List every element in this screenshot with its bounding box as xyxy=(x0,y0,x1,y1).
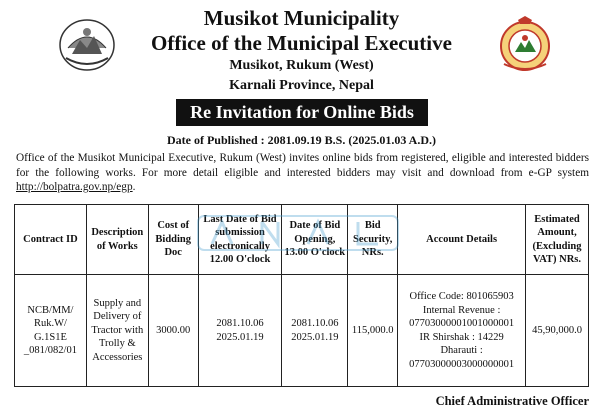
cell-line: G.1S1E xyxy=(33,331,67,343)
intro-text: Office of the Musikot Municipal Executive, Rukum (West) invites online bids from registered, eligible and interested bidders for the following works. For more detail eligible and interested bidders may visit and download from e-GP system xyxy=(16,152,589,179)
cell-line: NCB/MM/ xyxy=(27,304,74,316)
col-header-opening-date: Date of Bid Opening, 13.00 O'clock xyxy=(282,205,348,275)
table-row xyxy=(15,275,589,387)
cell-line: Trolly & xyxy=(98,338,136,350)
col-header-account: Account Details xyxy=(398,205,526,275)
cell-line: IR Shirshak : 14229 xyxy=(419,331,504,343)
cell-security: 115,000.0 xyxy=(348,275,398,387)
office-location: Musikot, Rukum (West) xyxy=(229,58,374,73)
col-header-last-date: Last Date of Bid submission electronically 12.00 O'clock xyxy=(198,205,282,275)
org-name: Musikot Municipality xyxy=(203,6,400,30)
cell-line: 07703000003000000001 xyxy=(409,358,515,370)
col-header-cost: Cost of Bidding Doc xyxy=(148,205,198,275)
cell-line: 2025.01.19 xyxy=(291,331,339,343)
col-header-estimated: Estimated Amount, (Excluding VAT) NRs. xyxy=(526,205,589,275)
cell-line: 2081.10.06 xyxy=(216,318,264,329)
publish-date: Date of Published : 2081.09.19 B.S. (2025.01.03 A.D.) xyxy=(166,133,436,147)
intro-paragraph xyxy=(16,151,589,195)
cell-line: Delivery of xyxy=(93,311,142,323)
cell-cost: 3000.00 xyxy=(148,275,198,387)
cell-line: 2081.10.06 xyxy=(291,318,339,329)
signature-title: Chief Administrative Officer xyxy=(435,394,589,408)
table-header-row xyxy=(15,205,589,275)
intro-suffix: . xyxy=(132,181,136,193)
office-name: Office of the Municipal Executive xyxy=(151,31,452,55)
egp-link[interactable]: http://bolpatra.gov.np/egp xyxy=(16,181,133,193)
cell-description xyxy=(86,275,148,387)
cell-line: Accessories xyxy=(92,351,143,363)
office-province: Karnali Province, Nepal xyxy=(229,78,374,93)
cell-line: Ruk.W/ xyxy=(33,318,67,329)
cell-line: 2025.01.19 xyxy=(216,331,264,343)
bids-table xyxy=(14,204,589,387)
cell-last-date xyxy=(198,275,282,387)
notice-header xyxy=(0,0,603,150)
cell-line: 07703000001001000001 xyxy=(409,318,515,329)
cell-line: Tractor with xyxy=(91,324,144,336)
cell-line: Internal Revenue : xyxy=(422,304,501,316)
cell-line: Office Code: 801065903 xyxy=(409,291,514,302)
col-header-contract-id: Contract ID xyxy=(15,205,87,275)
notice-title-banner: Re Invitation for Online Bids xyxy=(176,99,428,126)
cell-estimated: 45,90,000.0 xyxy=(526,275,589,387)
col-header-description: Description of Works xyxy=(86,205,148,275)
cell-opening-date xyxy=(282,275,348,387)
col-header-security: Bid Security, NRs. xyxy=(348,205,398,275)
cell-line: _081/082/01 xyxy=(23,345,77,356)
cell-account xyxy=(398,275,526,387)
cell-line: Dharauti : xyxy=(440,345,483,356)
cell-line: Supply and xyxy=(93,297,142,309)
cell-contract-id xyxy=(15,275,87,387)
